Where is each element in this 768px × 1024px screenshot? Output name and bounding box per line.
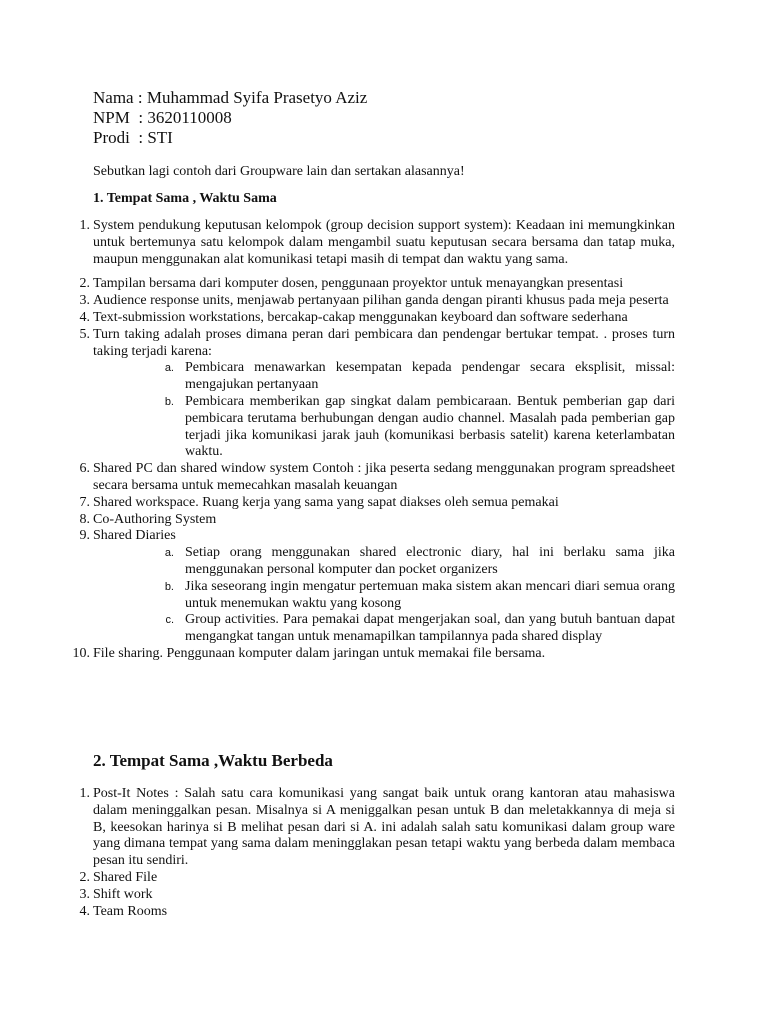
- list-text: Audience response units, menjawab pertanyaan pilihan ganda dengan piranti khusus pada meja peserta: [93, 293, 669, 309]
- sub-letter: b.: [164, 580, 174, 593]
- list-item: [0, 512, 768, 529]
- list-number: 4.: [79, 903, 90, 919]
- sub-text: Pembicara menawarkan kesempatan kepada pendengar secara eksplisit, missal: mengajukan pertanyaan: [185, 360, 675, 393]
- sub-item: [0, 360, 768, 394]
- list-item: [0, 218, 768, 268]
- sub-letter: b.: [164, 395, 174, 408]
- sub-item: [0, 394, 768, 461]
- list-text: Shift work: [93, 886, 153, 902]
- sub-item: [0, 579, 768, 613]
- list-number: 1.: [79, 218, 90, 233]
- list-item: [0, 461, 768, 495]
- sub-letter: a.: [164, 362, 174, 375]
- list-number: 2.: [79, 276, 90, 292]
- list-text: Team Rooms: [93, 903, 168, 919]
- sub-text: Jika seseorang ingin mengatur pertemuan maka sistem akan mencari diari semua orang untuk menemukan waktu yang kosong: [185, 578, 675, 611]
- section1-list: [0, 218, 768, 663]
- list-number: 1.: [79, 786, 90, 801]
- list-text: Text-submission workstations, bercakap-cakap menggunakan keyboard dan software sederhana: [93, 309, 628, 325]
- npm-label: NPM :: [93, 108, 148, 127]
- sub-item: [0, 612, 768, 646]
- list-item: [0, 786, 768, 870]
- list-number: 10.: [72, 645, 90, 661]
- list-item: [0, 870, 768, 887]
- list-number: 4.: [79, 309, 90, 325]
- nama-value: Muhammad Syifa Prasetyo Aziz: [146, 88, 368, 107]
- list-number: 9.: [79, 528, 90, 544]
- list-text: Turn taking adalah proses dimana peran dari pembicara dan pendengar bertukar tempat. . proses turn taking terjadi karena:: [93, 326, 675, 359]
- list-number: 6.: [79, 461, 90, 477]
- section2-list: [0, 786, 768, 920]
- list-text: Tampilan bersama dari komputer dosen, penggunaan proyektor untuk menayangkan presentasi: [93, 276, 624, 292]
- prodi-row: [93, 128, 367, 148]
- list-number: 2.: [79, 869, 90, 885]
- section1-heading: 1. Tempat Sama , Waktu Sama: [93, 191, 277, 206]
- sub-text: Group activities. Para pemakai dapat mengerjakan soal, dan yang butuh bantuan dapat mengangkat tangan untuk menamapilkan tampilannya pada shared display: [185, 612, 675, 645]
- list-item: [0, 904, 768, 921]
- nama-label: Nama :: [93, 88, 147, 107]
- list-item: [0, 293, 768, 310]
- list-item: [0, 495, 768, 512]
- list-item: [0, 887, 768, 904]
- question-text: Sebutkan lagi contoh dari Groupware lain dan sertakan alasannya!: [93, 164, 465, 179]
- npm-value: 3620110008: [147, 108, 232, 127]
- list-item: [0, 276, 768, 293]
- list-text: Shared File: [93, 869, 158, 885]
- list-text: Shared workspace. Ruang kerja yang sama yang sapat diakses oleh semua pemakai: [93, 494, 559, 510]
- sub-letter: a.: [164, 547, 174, 560]
- list-text: Shared PC dan shared window system Contoh : jika peserta sedang menggunakan program spreadsheet secara bersama untuk memecahkan masalah keuangan: [93, 461, 675, 493]
- prodi-label: Prodi :: [93, 128, 148, 147]
- list-text: Co-Authoring System: [93, 511, 217, 527]
- prodi-value: STI: [147, 128, 173, 147]
- list-item: [0, 646, 768, 663]
- sub-letter: c.: [165, 614, 174, 627]
- section2-heading: 2. Tempat Sama ,Waktu Berbeda: [93, 751, 333, 770]
- list-number: 3.: [79, 293, 90, 309]
- nama-row: [93, 88, 367, 108]
- list-text: Shared Diaries: [93, 528, 176, 544]
- list-text: System pendukung keputusan kelompok (group decision support system): Keadaan ini memungkinkan untuk bertemunya satu kelompok dalam mengambil suatu keputusan secara bersama dan tatap muka, maupun menggunakan alat komunikasi tetapi masih di tempat dan waktu yang sama.: [93, 218, 675, 267]
- list-number: 5.: [79, 326, 90, 342]
- npm-row: [93, 108, 367, 128]
- sub-item: [0, 545, 768, 579]
- sub-text: Setiap orang menggunakan shared electronic diary, hal ini berlaku sama jika menggunakan personal komputer dan pocket organizers: [185, 545, 675, 577]
- list-text: Post-It Notes : Salah satu cara komunikasi yang sangat baik untuk orang kantoran atau mahasiswa dalam meninggalkan pesan. Misalnya si A meniggalkan pesan untuk B dan meletakkannya di meja si B, keesokan harinya si B melihat pesan dari si A. ini adalah salah satu komunikasi dalam group ware yang dimana tempat yang sama dalam meningglakan pesan tetapi waktu yang berbeda dalam membaca pesan itu sendiri.: [93, 786, 675, 869]
- list-number: 3.: [79, 886, 90, 902]
- list-number: 7.: [79, 494, 90, 510]
- list-text: File sharing. Penggunaan komputer dalam jaringan untuk memakai file bersama.: [93, 645, 546, 661]
- list-item: [0, 327, 768, 361]
- list-item: [0, 528, 768, 545]
- list-item: [0, 310, 768, 327]
- sub-text: Pembicara memberikan gap singkat dalam pembicaraan. Bentuk pemberian gap dari pembicara terutama berhubungan dengan audio channel. Masalah pada pemberian gap terjadi jika komunikasi jarak jauh (komunikasi berbasis satelit) karena keterlambatan waktu.: [185, 393, 675, 460]
- student-info: [93, 88, 367, 148]
- list-number: 8.: [79, 511, 90, 527]
